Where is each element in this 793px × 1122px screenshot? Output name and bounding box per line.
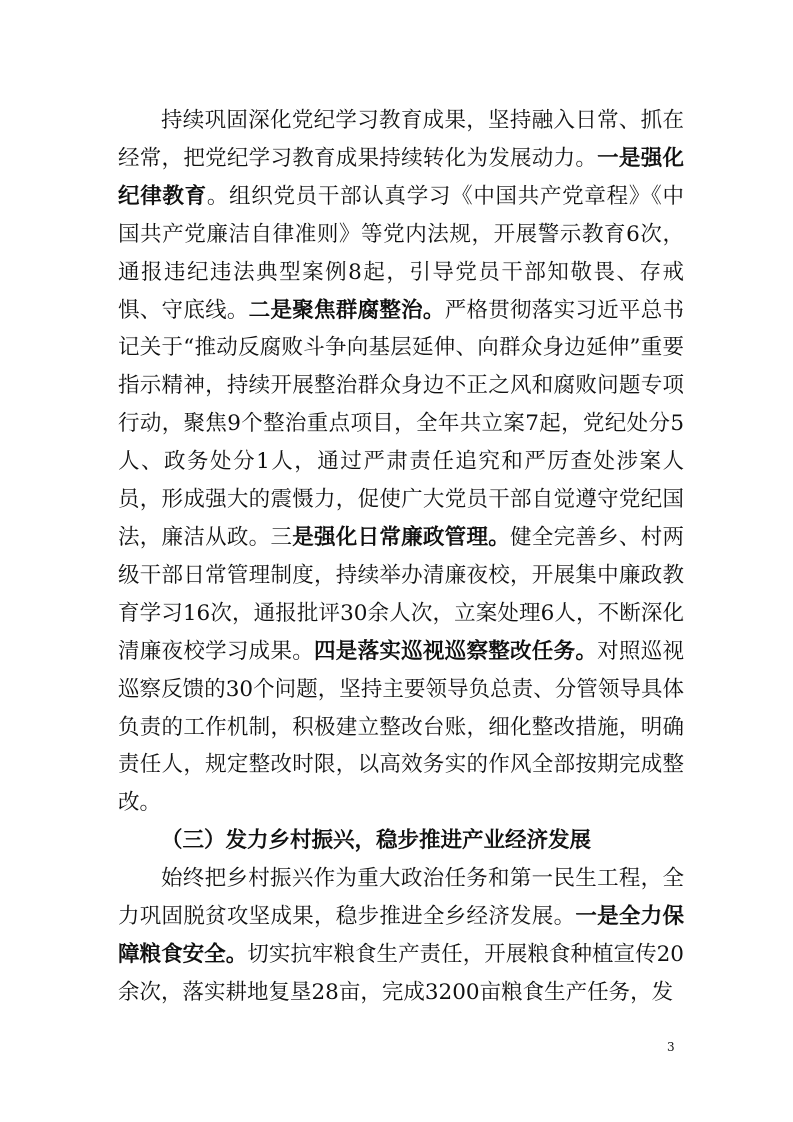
page-number: 3 [667, 1040, 675, 1054]
point-corruption-rectification: 二是聚焦群腐整治。 [248, 297, 445, 323]
body-text [118, 102, 684, 1012]
para1-intro: 持续巩固深化党纪学习教育成果，坚持融入日常、抓在经常，把党纪学习教育成果持续转化为发展动力。 [118, 108, 684, 171]
para1-third-prefix: 三 [270, 524, 293, 550]
point-discipline-education: 一是强化纪律教育 [118, 145, 684, 209]
paragraph-discipline [118, 102, 684, 822]
section-heading-3: （三）发力乡村振兴，稳步推进产业经济发展 [161, 828, 592, 854]
point-inspection-rectification: 四是落实巡视巡察整改任务。 [314, 638, 598, 664]
para1-text-1: 。组织党员干部认真学习《中国共产党章程》《中国共产党廉洁自律准则》等党内法规，开展警示教育6次，通报违纪违法典型案例8起，引导党员干部知敬畏、存戒惧、守底线。 [118, 183, 684, 323]
para1-text-2: 严格贯彻落实习近平总书记关于“推动反腐败斗争向基层延伸、向群众身边延伸”重要指示精神，持续开展整治群众身边不正之风和腐败问题专项行动，聚焦9个整治重点项目，全年共立案7起，党纪处分5人、政务处分1人，通过严肃责任追究和严厉查处涉案人员，形成强大的震慑力，促使广大党员干部自觉遵守党纪国法，廉洁从政。 [118, 297, 684, 550]
para2-text-1: 切实抗牢粮食生产责任，开展粮食种植宣传20余次，落实耕地复垦28亩，完成3200亩粮食生产任务，发 [118, 941, 684, 1005]
para1-text-4: 对照巡视巡察反馈的30个问题，坚持主要领导负总责、分管领导具体负责的工作机制，积极建立整改台账，细化整改措施，明确责任人，规定整改时限，以高效务实的作风全部按期完成整改。 [118, 638, 684, 816]
paragraph-rural-revitalization [118, 860, 684, 1012]
para2-intro: 始终把乡村振兴作为重大政治任务和第一民生工程，全力巩固脱贫攻坚成果，稳步推进全乡经济发展。 [118, 866, 684, 930]
point-food-security: 一是全力保障粮食安全。 [118, 904, 684, 967]
para1-text-3: 健全完善乡、村两级干部日常管理制度，持续举办清廉夜校，开展集中廉政教育学习16次，通报批评30余人次，立案处理6人，不断深化清廉夜校学习成果。 [118, 524, 684, 664]
point-daily-integrity-management: 是强化日常廉政管理。 [292, 524, 511, 550]
